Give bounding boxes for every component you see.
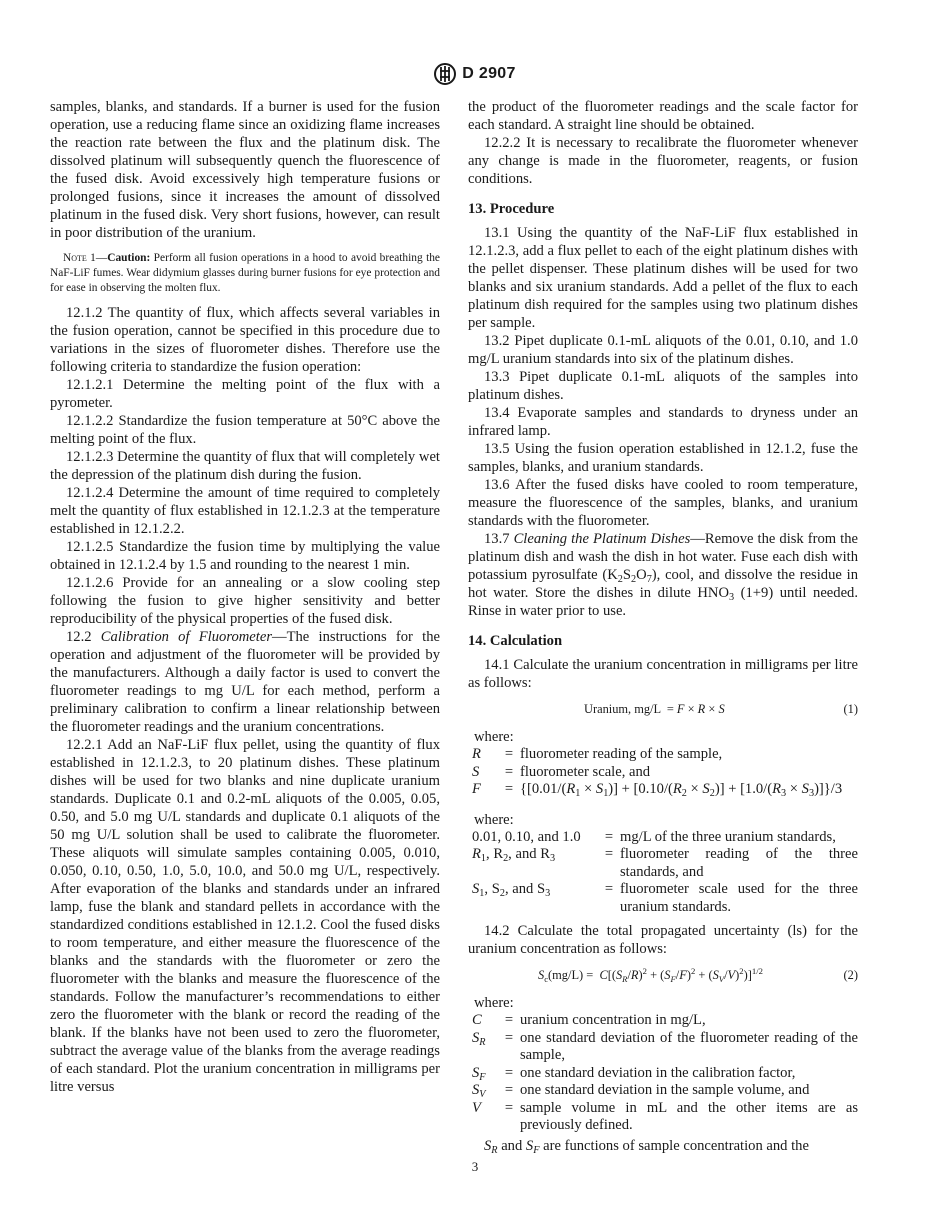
where-label: where: [474, 995, 514, 1011]
definitions-1 [472, 746, 858, 799]
definition-row: $S_R$ = one standard deviation of the fluorometer reading of the sample, [472, 1029, 858, 1063]
paragraph-13-7: 13.7 Cleaning the Platinum Dishes—Remove the disk from the platinum dish and wash the dish in hot water. Fuse each dish with potassium pyrosulfate $(K_2S_2O_7)$, cool, and dissolve the residue in hot water. Store the dishes in dilute $HNO_3$ (1+9) until needed. Rinse in water prior to use. [468, 531, 858, 619]
paragraph: 12.2.2 It is necessary to recalibrate the fluorometer whenever any change is made in the fluorometer, reagents, or fusion conditions. [468, 135, 858, 187]
factor-formula: $\{[0.01/(R_1 \times S_1)] + [0.10/(R_2 \times S_2)] + [1.0/(R_3 \times S_3)]\}/3$ [520, 781, 843, 799]
designation: D 2907 [462, 65, 516, 82]
definitions-2 [472, 829, 858, 917]
paragraph: samples, blanks, and standards. If a burner is used for the fusion operation, use a reducing flame since an oxidizing flame increases the reaction rate between the flux and the platinum disk. The dissolved platinum will subsequently quench the fluorescence of the fused disk. Avoid excessively high temperature fusions or prolonged fusions, since it increases the amount of dissolved platinum in the fused disk. Very short fusions, however, can result in poor distribution of the uranium. [50, 99, 440, 241]
definition-row: $S_V$ = one standard deviation in the sample volume, and [472, 1082, 810, 1100]
paragraph: 13.1 Using the quantity of the NaF-LiF flux established in 12.1.2.3, add a flux pellet to each of the eight platinum dishes with the pellet dispenser. These platinum dishes will be used for two blanks and six uranium standards. Add a pellet of the flux to each platinum dish required for the samples using two platinum dishes per sample. [468, 225, 858, 331]
definition-row: F = $\{[0.01/(R_1 \times S_1)] + [0.10/(R_2 \times S_2)] + [1.0/(R_3 \times S_3)]\}/3$ [472, 781, 858, 799]
paragraph: 13.6 After the fused disks have cooled to room temperature, measure the fluorescence of the samples, blanks, and uranium standards with the fluorometer. [468, 477, 858, 529]
definition-row: $S_F$ = one standard deviation in the calibration factor, [472, 1064, 796, 1083]
paragraph: the product of the fluorometer readings and the scale factor for each standard. A straight line should be obtained. [468, 99, 858, 133]
equation-number: (1) [843, 702, 858, 716]
note-text: Perform all fusion operations in a hood to avoid breathing the NaF-LiF fumes. Wear didymium glasses during burner fusions for eye protection and for ease in observing the molten flux. [50, 252, 440, 294]
definition-row: C = uranium concentration in mg/L, [472, 1012, 706, 1028]
equation-body: $S_c(mg/L) = C[(S_R/R)^2 + (S_F/F)^2 + (S_V/V)^2)]^{1/2}$ [538, 965, 763, 984]
note-caution: Caution: [107, 252, 151, 264]
paragraph: $S_R$ and $S_F$ are functions of sample concentration and the [484, 1137, 809, 1156]
paragraph: 13.3 Pipet duplicate 0.1-mL aliquots of the samples into platinum dishes. [468, 369, 858, 403]
astm-logo-icon [434, 62, 456, 86]
definition-row: S = fluorometer scale, and [472, 763, 651, 780]
page-number: 3 [471, 1159, 479, 1174]
equation-number: (2) [843, 968, 858, 982]
section-title: Calibration of Fluorometer [100, 629, 272, 645]
definition-row: $S_1$, $S_2$, and $S_3$ = fluorometer scale used for the three uranium standards. [472, 881, 858, 915]
heading-procedure: 13. Procedure [468, 201, 555, 217]
left-column [50, 98, 440, 1096]
definition-row: $R_1$, $R_2$, and $R_3$ = fluorometer reading of the three standards, and [472, 846, 858, 880]
heading-calculation: 14. Calculation [468, 633, 563, 649]
equation-2 [468, 966, 858, 984]
where-label: where: [474, 729, 514, 745]
paragraph: 14.1 Calculate the uranium concentration in milligrams per litre as follows: [468, 657, 858, 691]
paragraph: 12.1.2.6 Provide for an annealing or a slow cooling step following the fusion to give higher sensitivity and better reproducibility of the physical properties of the fused disk. [50, 575, 440, 627]
section-title: Cleaning the Platinum Dishes [513, 531, 691, 547]
paragraph: 12.1.2.2 Standardize the fusion temperature at 50°C above the melting point of the flux. [50, 413, 440, 447]
definition-row: 0.01, 0.10, and 1.0 = mg/L of the three uranium standards, [472, 828, 836, 845]
right-column [468, 98, 858, 1155]
paragraph: 12.1.2.5 Standardize the fusion time by multiplying the value obtained in 12.1.2.4 by 1.5 and rounding to the nearest 1 min. [50, 539, 440, 573]
paragraph: 12.2.1 Add an NaF-LiF flux pellet, using the quantity of flux established in 12.1.2.3, to 20 platinum dishes. These platinum dishes will be used for two blanks and nine duplicate uranium standards. Duplicate 0.1 and 0.2-mL aliquots of the 0.005, 0.05, 0.50, and 5.0 mg U/L standards and duplicate 0.1 aliquots of the 50 mg U/L solution shall be used to calibrate the fluorometer. These aliquots will simulate samples containing 0.005, 0.010, 0.050, 0.10, 0.50, 1.0, 5.0, 10.0, and 50.0 mg U/L, respectively. After evaporation of the blanks and standards under an infrared lamp, fuse the blank and standard pellets in accordance with the standardized conditions established in 12.1.2. Cool the fused disks to room temperature, and either measure the fluorescence of the blanks and the standards with the fluorometer or zero the fluorometer with the blanks and measure the fluorescence of the standards. Follow the manufacturer’s recommendations to either zero the fluorometer with the blank or record the reading of the blank. If the blanks have not been used to zero the fluorometer, subtract the average value of the blanks from the average readings of each standard. Plot the uranium concentration in milligrams per litre versus [50, 737, 440, 1095]
paragraph: 12.1.2.1 Determine the melting point of the flux with a pyrometer. [50, 377, 440, 411]
definition-row: V = sample volume in mL and the other items are as previously defined. [472, 1099, 858, 1133]
paragraph: 12.1.2.4 Determine the amount of time required to completely melt the quantity of flux established in 12.1.2.3 at the temperature established in 12.1.2.2. [50, 485, 440, 537]
where-label: where: [474, 811, 514, 828]
note-1: Note 1—Caution: Perform all fusion operations in a hood to avoid breathing the NaF-LiF fumes. Wear didymium glasses during burner fusions for eye protection and for ease in observing the molten flux. [50, 252, 440, 294]
paragraph-12-2: 12.2 Calibration of Fluorometer—The instructions for the operation and adjustment of the fluorometer will be provided by the manufacturers. Although a daily factor is used to convert the fluorometer readings to mg U/L for each method, perform a preliminary calibration to confirm a linear relationship between the fluorometer readings and the uranium concentrations. [50, 629, 440, 735]
paragraph: 13.5 Using the fusion operation established in 12.1.2, fuse the samples, blanks, and uranium standards. [468, 441, 858, 475]
paragraph: 13.4 Evaporate samples and standards to dryness under an infrared lamp. [468, 405, 858, 439]
definition-row: R = fluorometer reading of the sample, [472, 746, 723, 762]
paragraph: 13.2 Pipet duplicate 0.1-mL aliquots of the 0.01, 0.10, and 1.0 mg/L uranium standards into six of the platinum dishes. [468, 333, 858, 367]
paragraph: 12.1.2.3 Determine the quantity of flux that will completely wet the depression of the platinum dish during the fusion. [50, 449, 440, 483]
equation-body: Uranium, mg/L = F × R × S [584, 702, 725, 716]
paragraph: 14.2 Calculate the total propagated uncertainty (ls) for the uranium concentration as follows: [468, 923, 858, 957]
definitions-3 [472, 1012, 858, 1135]
page-header [0, 62, 950, 86]
note-label: Note 1 [63, 252, 96, 264]
equation-1 [468, 700, 858, 718]
paragraph: 12.1.2 The quantity of flux, which affects several variables in the fusion operation, cannot be specified in this procedure due to variations in the sizes of fluorometer dishes. Therefore use the following criteria to standardize the fusion operation: [50, 305, 440, 375]
